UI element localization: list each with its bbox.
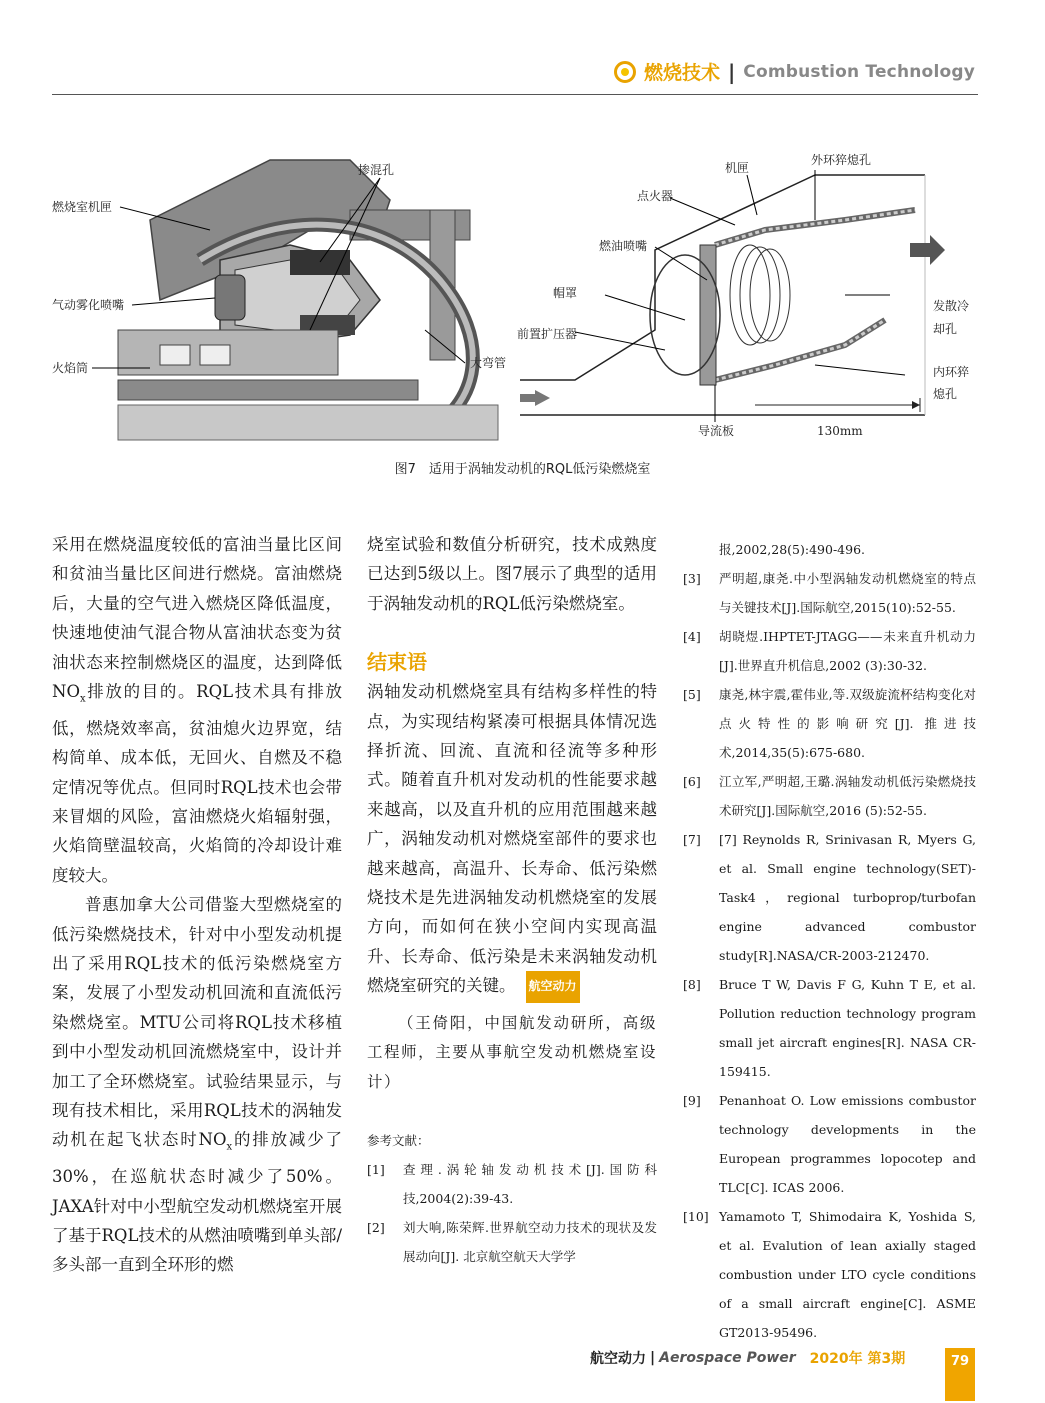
reference-item: [2] 刘大响,陈荣辉.世界航空动力技术的现状及发展动向[J]. 北京航空航天大学学 bbox=[367, 1219, 657, 1264]
label-liner: 火焰筒 bbox=[52, 361, 89, 375]
footer-separator: | bbox=[650, 1350, 656, 1366]
conclusion-heading: 结束语 bbox=[367, 650, 427, 675]
reference-item: [6] 江立军,严明超,王璐.涡轴发动机低污染燃烧技术研究[J].国际航空,2016 (5):52-55. bbox=[683, 774, 976, 818]
label-combustor-casing: 燃烧室机匣 bbox=[52, 200, 113, 214]
label-casing: 机匣 bbox=[725, 161, 750, 175]
page-number: 79 bbox=[945, 1348, 975, 1401]
figure-caption: 图7 适用于涡轴发动机的RQL低污染燃烧室 bbox=[394, 462, 651, 477]
section-title-cn: 燃烧技术 bbox=[643, 62, 720, 84]
reference-item: [9] Penanhoat O. Low emissions combustor technology developments in the European programmes lopocotep and TLC[C]. ICAS 2006. bbox=[683, 1093, 976, 1195]
label-outer-quench-holes: 外环猝熄孔 bbox=[811, 153, 872, 167]
reference-item: [1] 查理.涡轮轴发动机技术[J].国防科技,2004(2):39-43. bbox=[367, 1161, 657, 1206]
label-dimension: 130mm bbox=[817, 424, 863, 438]
journal-name-cn: 航空动力 bbox=[590, 1351, 646, 1367]
label-inner-quench-2: 熄孔 bbox=[933, 387, 958, 401]
journal-name-en: Aerospace Power bbox=[659, 1350, 796, 1366]
label-effusion-holes-2: 却孔 bbox=[933, 322, 958, 336]
column-2 bbox=[367, 530, 657, 1271]
running-header bbox=[614, 58, 975, 85]
journal-logo-icon bbox=[614, 61, 636, 83]
rql-schematic-figure bbox=[515, 150, 985, 450]
label-mixing-holes: 掺混孔 bbox=[358, 163, 395, 177]
label-pre-diffuser: 前置扩压器 bbox=[517, 327, 578, 341]
label-large-elbow: 大弯管 bbox=[470, 356, 507, 370]
section-title-en: Combustion Technology bbox=[743, 61, 975, 82]
running-footer bbox=[590, 1348, 905, 1368]
references-heading: 参考文献： bbox=[367, 1132, 430, 1148]
column-1 bbox=[52, 530, 342, 1280]
label-igniter: 点火器 bbox=[637, 189, 674, 203]
reference-continuation: 报,2002,28(5):490-496. bbox=[719, 542, 865, 557]
end-tag-badge: 航空动力 bbox=[526, 971, 580, 1002]
col1-paragraph-1: 采用在燃烧温度较低的富油当量比区间和贫油当量比区间进行燃烧。富油燃烧后，大量的空气进入燃烧区降低温度，快速地使油气混合物从富油状态变为贫油状态来控制燃烧区的温度，达到降低$NO_x$排放的目的。RQL技术具有排放低，燃烧效率高，贫油熄火边界宽，结构简单、成本低，无回火、自燃及不稳定情况等优点。但同时RQL技术也会带来冒烟的风险，富油燃烧火焰辐射强，火焰筒壁温较高，火焰筒的冷却设计难度较大。 bbox=[52, 535, 342, 885]
reference-item: [8] Bruce T W, Davis F G, Kuhn T E, et al. Pollution reduction technology program small jet aircraft engines[R]. NASA CR-159415. bbox=[683, 977, 976, 1079]
author-note: （王倚阳，中国航发动研所，高级工程师，主要从事航空发动机燃烧室设计） bbox=[367, 1013, 657, 1091]
header-separator: | bbox=[727, 59, 736, 84]
reference-item: [10] Yamamoto T, Shimodaira K, Yoshida S, et al. Evalution of lean axially staged combustion under LTO cycle conditions of a small aircraft engine[C]. ASME GT2013-95496. bbox=[683, 1209, 976, 1340]
label-effusion-holes-1: 发散冷 bbox=[933, 299, 970, 313]
reference-item: [5] 康尧,林宇震,霍伟业,等.双级旋流杯结构变化对点火特性的影响研究[J]. 推进技术,2014,35(5):675-680. bbox=[683, 687, 976, 760]
col2-paragraph-2: 涡轴发动机燃烧室具有结构多样性的特点，为实现结构紧凑可根据具体情况选择折流、回流、直流和径流等多种形式。随着直升机对发动机的性能要求越来越高，以及直升机的应用范围越来越广，涡轴发动机对燃烧室部件的要求也越来越高，高温升、长寿命、低污染燃烧技术是先进涡轴发动机燃烧室的发展方向，而如何在狭小空间内实现高温升、长寿命、低污染是未来涡轴发动机燃烧室研究的关键。 航空动力 bbox=[367, 677, 657, 1002]
label-cowl: 帽罩 bbox=[553, 286, 578, 300]
label-fuel-nozzle: 燃油喷嘴 bbox=[599, 239, 648, 253]
reference-item: [7] [7] Reynolds R, Srinivasan R, Myers G, et al. Small engine technology(SET)-Task4，regional turboprop/turbofan engine advanced combustor study[R].NASA/CR-2003-212470. bbox=[683, 832, 976, 963]
reference-item: [4] 胡晓煜.IHPTET-JTAGG——未来直升机动力[J].世界直升机信息,2002 (3):30-32. bbox=[683, 629, 976, 673]
issue-label: 2020年 第3期 bbox=[809, 1351, 906, 1367]
col2-paragraph-1: 烧室试验和数值分析研究，技术成熟度已达到5级以上。图7展示了典型的适用于涡轴发动机的RQL低污染燃烧室。 bbox=[367, 535, 657, 613]
label-inner-quench-1: 内环猝 bbox=[933, 365, 970, 379]
col1-paragraph-2: 普惠加拿大公司借鉴大型燃烧室的低污染燃烧技术，针对中小型发动机提出了采用RQL技术的低污染燃烧室方案，发展了小型发动机回流和直流低污染燃烧室。MTU公司将RQL技术移植到中小型发动机回流燃烧室中，设计并加工了全环燃烧室。试验结果显示，与现有技术相比，采用RQL技术的涡轴发动机在起飞状态时$NO_x$的排放减少了30%，在巡航状态时减少了50%。JAXA针对中小型航空发动机燃烧室开展了基于RQL技术的从燃油喷嘴到单头部/多头部一直到全环形的燃 bbox=[52, 895, 343, 1275]
reference-item: [3] 严明超,康尧.中小型涡轴发动机燃烧室的特点与关键技术[J].国际航空,2015(10):52-55. bbox=[683, 571, 976, 615]
header-rule bbox=[52, 94, 978, 95]
label-air-blast-nozzle: 气动雾化喷嘴 bbox=[52, 298, 125, 312]
label-deflector: 导流板 bbox=[698, 424, 735, 438]
column-3 bbox=[683, 535, 976, 1347]
combustor-section-figure bbox=[50, 150, 520, 445]
